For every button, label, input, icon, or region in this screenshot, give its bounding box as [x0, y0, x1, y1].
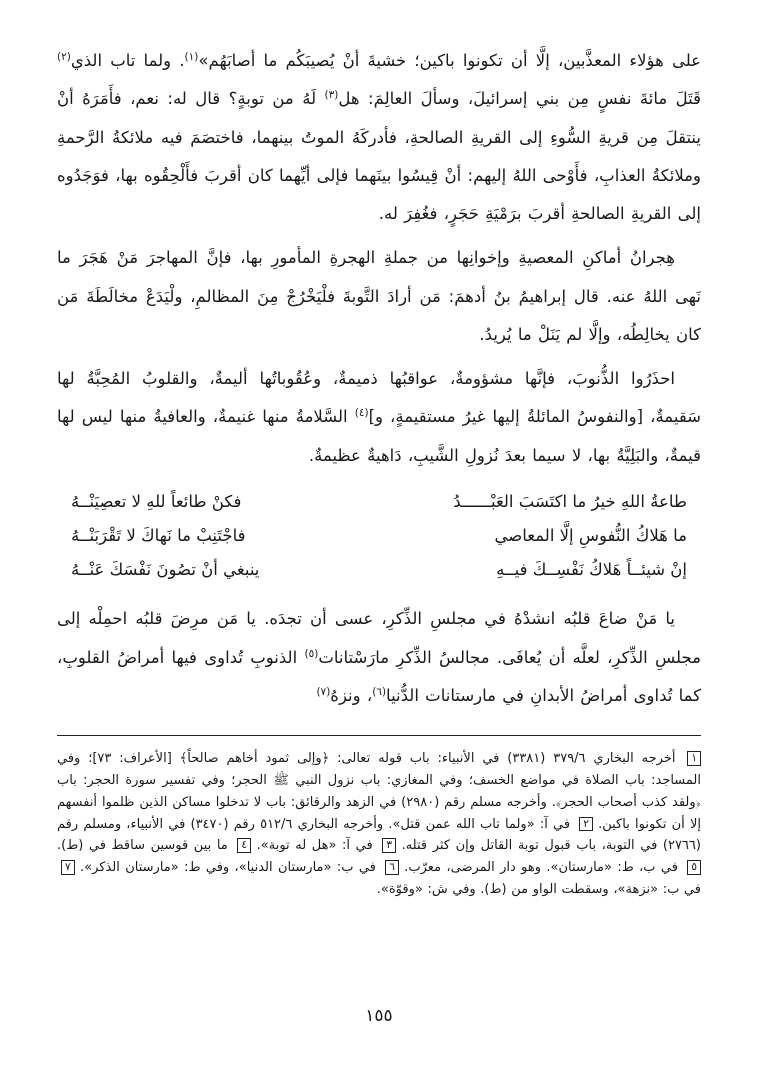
- footnote-text: أخرجه البخاري ٣٧٩/٦ (٣٣٨١) في الأنبياء: باب قوله تعالى: ﴿وإلى ثمود أخاهم صالحاً﴾ [الأعراف: ٧٣]؛ وفي المساجد: باب الصلاة في مواضع الخسف؛ وفي المغازي: باب نزول النبي ﷺ الحجر؛ وفي تفسير سورة الحجر: باب ﴿ولقد كذب أصحاب الحجر﴾. وأخرجه مسلم رقم (٢٩٨٠) في الزهد والرقائق: باب لا تدخلوا مساكن الذين ظلموا أنفسهم إلا أن تكونوا باكين.: [57, 751, 702, 832]
- hemistich-right: ما هَلاكُ النُّفوسِ إلَّا المعاصي: [494, 525, 687, 545]
- footnote-number: ٦: [385, 860, 399, 875]
- footnotes-paragraph: [57, 748, 701, 901]
- hemistich-left: ينبغي أنْ تصُونَ نَفْسَكَ عَنْــهُ: [71, 559, 260, 579]
- footnote-text: ما بين قوسين ساقط في (ط).: [57, 838, 228, 854]
- poetry-block: [65, 485, 693, 586]
- footnote-number: ٣: [382, 838, 396, 853]
- hemistich-left: فكنْ طائعاً للهِ لا تعصِيَنْــهُ: [71, 491, 242, 511]
- poetry-verse: [65, 519, 693, 553]
- body-paragraph-1: على هؤلاء المعذَّبين، إلَّا أن تكونوا باكين؛ خشيةَ أنْ يُصيبَكُم ما أصابَهُم»$^{(١)}$. ولما تاب الذي$^{(٢)}$ قَتَلَ مائةَ نفسٍ مِن بني إسرائيلَ، وسألَ العالِمَ: هل$^{(٣)}$ لَهُ من توبةٍ؟ قال له: نعم، فأَمَرَهُ أنْ ينتقلَ مِن قريةِ السُّوءِ إلى القريةِ الصالحةِ، فأدركَهُ الموتُ بينهما، فاختصَمَ فيه ملائكةُ الرَّحمةِ وملائكةُ العذابِ، فأَوْحى اللهُ إليهم: أنْ قِيسُوا بينَهما فإلى أيِّهما كان أقربَ فأَلْحِقُوه بها، فوَجَدُوه إلى القريةِ الصالحةِ أقربَ برَمْيَةِ حَجَرٍ، فغُفِرَ له.: [57, 51, 701, 224]
- body-paragraph-3: احذَرُوا الذُّنوبَ، فإنَّها مشؤومةٌ، عواقبُها ذميمةٌ، وعُقُوباتُها أليمةٌ، والقلوبُ المُحِبَّةُ لها سَقيمةٌ، [والنفوسُ المائلةُ إليها غيرُ مستقيمةٍ، و]$^{(٤)}$ السَّلامةُ منها غنيمةٌ، والعافيةُ منها ليس لها قيمةٌ، والبَلِيَّةُ بها، لا سيما بعدَ نُزولِ الشَّيبِ، دَاهيةٌ عظيمةٌ.: [57, 369, 701, 465]
- footnote-number: ٧: [61, 860, 75, 875]
- footnote: [257, 838, 396, 853]
- footnote: [80, 860, 399, 875]
- footnote-text: في آ: «ولما تاب الله عمن قتل». وأخرجه البخاري ٥١٢/٦ رقم (٣٤٧٠) في الأنبياء، ومسلم رقم (٢٧٦٦) في التوبة، باب قبول توبة القاتل وإن كثر قتله.: [57, 816, 701, 854]
- footnote-text: في ب: «مارستان الدنيا»، وفي ط: «مارستان الذكر».: [80, 860, 376, 876]
- poetry-verse: [65, 553, 693, 587]
- hemistich-right: إنْ شيئــاً هَلاكُ نَفْسِــكَ فيــهِ: [496, 559, 687, 579]
- footnote-text: في ب، ط: «مارستان». وهو دار المرضى، معرّب.: [404, 860, 678, 876]
- text-block: [57, 42, 701, 901]
- hemistich-right: طاعةُ اللهِ خيرُ ما اكتَسَبَ العَبْــــــدُ: [453, 491, 687, 511]
- footnote: [57, 838, 251, 853]
- footnote-number: ١: [687, 751, 701, 766]
- footnote-number: ٥: [687, 860, 701, 875]
- page-number: ١٥٥: [365, 1006, 393, 1026]
- footnotes-section: [57, 748, 701, 901]
- footnote-number: ٢: [579, 817, 593, 832]
- footnote-text: في آ: «هل له توبة».: [256, 838, 373, 854]
- body-paragraph-2: هِجرانُ أماكنِ المعصيةِ وإخوانِها من جملةِ الهجرةِ المأمورِ بها، فإنَّ المهاجرَ مَنْ هَجَرَ ما نَهى اللهُ عنه. قال إبراهيمُ بنُ أدهمَ: مَن أرادَ التَّوبةَ فلْيَخْرُجْ مِنَ المظالمِ، ولْيَدَعْ مخالَطَةَ مَن كان يخالِطُه، وإلَّا لم يَنَلْ ما يُريدُ.: [57, 248, 701, 344]
- footnote-separator: [57, 735, 701, 736]
- hemistich-left: فاجْتَنِبْ ما نَهاكَ لا تَقْرَبَنْــهُ: [71, 525, 246, 545]
- footnote: [404, 860, 701, 875]
- footnote-number: ٤: [237, 838, 251, 853]
- body-paragraph-4: يا مَنْ ضاعَ قلبُه انشدْهُ في مجلسِ الذِّكرِ، عسى أن تجدَه. يا مَن مرِضَ قلبُه احمِلْه إلى مجلسِ الذِّكرِ، لعلَّه أن يُعافَى. مجالسُ الذِّكرِ مارَسْتانات$^{(٥)}$ الذنوبِ تُداوى فيها أمراضُ القلوبِ، كما تُداوى أمراضُ الأبدانِ في مارستانات الدُّنيا$^{(٦)}$، ونزهُ$^{(٧)}$: [57, 609, 701, 705]
- footnote-text: في ب: «نزهة»، وسقطت الواو من (ط). وفي ش: «وقوّة».: [376, 882, 701, 898]
- poetry-verse: [65, 485, 693, 519]
